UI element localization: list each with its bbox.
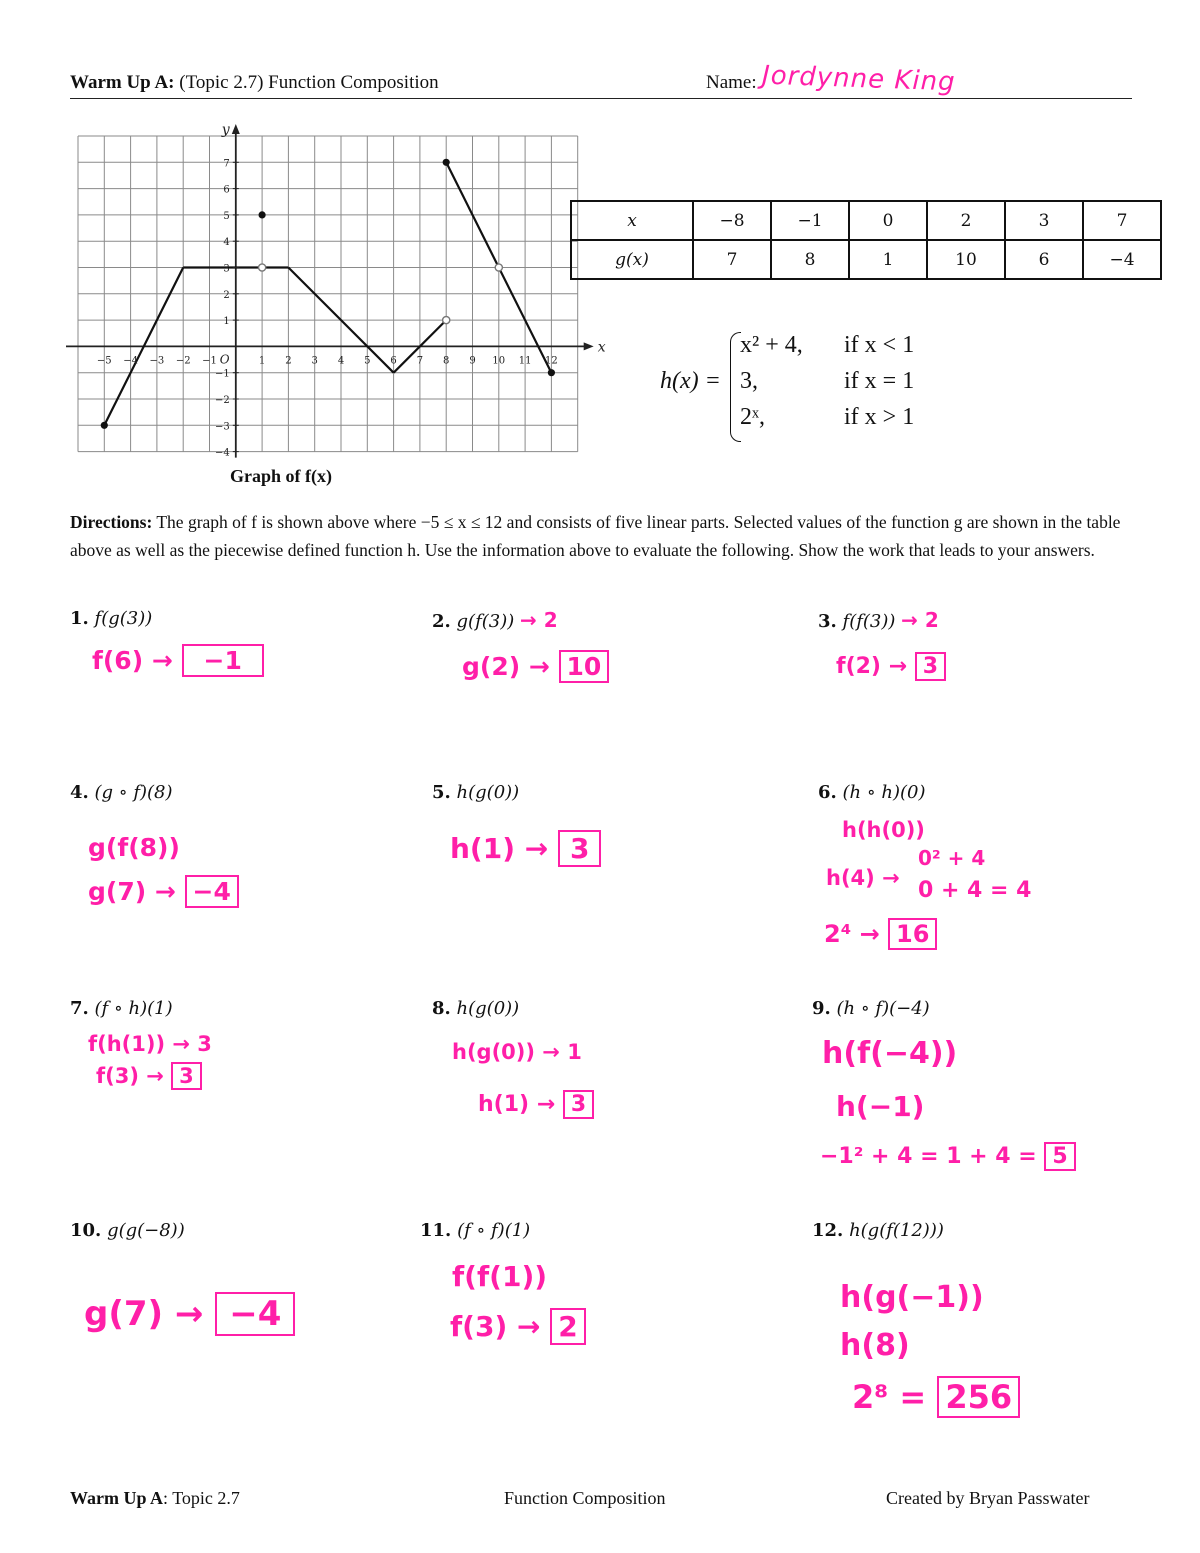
work-4 [88,826,239,914]
closed-point [443,159,450,166]
work-step: h(1) → [450,832,549,865]
work-note: → 2 [901,608,939,632]
problem-5 [432,782,519,803]
x-tick-label: −3 [149,355,165,367]
function-graph [60,120,606,470]
table-cell: 0 [849,201,927,240]
table-cell: −4 [1083,240,1161,279]
graph-axes [66,124,594,458]
table-row-g [571,240,1161,279]
problem-1 [70,608,152,629]
x-tick-label: 12 [545,355,558,367]
open-point [495,264,502,271]
table-cell: 3 [1005,201,1083,240]
table-row-x [571,201,1161,240]
work-step: g(7) → [88,877,176,906]
title-rest: (Topic 2.7) Function Composition [179,72,439,93]
table-cell: −1 [771,201,849,240]
work-step: f(6) → [92,646,173,675]
problem-expression: f(f(3)) [842,611,896,632]
y-tick-label: 2 [223,289,230,301]
open-point [259,264,266,271]
y-tick-label: −2 [215,395,230,406]
problem-6 [818,782,926,803]
graph-grid [78,136,578,452]
y-tick-label: 7 [223,158,230,170]
problem-number: 6. [818,782,837,803]
x-tick-label: −5 [96,355,112,367]
y-tick-label: −3 [215,421,230,433]
problem-number: 12. [812,1220,844,1241]
piecewise-lhs: h(x) = [660,368,721,394]
problem-8 [432,998,519,1019]
footer-left [70,1488,240,1509]
answer-box: 10 [559,650,610,683]
table-cell: 8 [771,240,849,279]
answer-box: −4 [185,875,239,908]
answer-box: 256 [937,1376,1020,1418]
problem-7 [70,998,173,1019]
x-axis-arrow [584,342,594,350]
x-tick-label: 6 [390,355,397,367]
answer-box: 3 [171,1062,202,1090]
problem-expression: (h ∘ h)(0) [842,782,926,803]
work-11-final [450,1310,586,1343]
work-10 [84,1294,295,1334]
open-point [443,317,450,324]
problem-12 [812,1220,944,1241]
header-rule [70,98,1132,99]
directions [70,508,1140,564]
x-tick-label: 3 [311,355,318,367]
problem-number: 10. [70,1220,102,1241]
answer-box: 3 [915,652,946,681]
y-tick-label: 5 [223,210,230,222]
footer-left-bold: Warm Up A [70,1488,164,1508]
problem-expression: h(g(f(12))) [849,1220,944,1241]
work-9-final [820,1144,1076,1169]
closed-point [101,422,108,429]
x-tick-label: 9 [469,355,476,367]
work-step: h(4) → [826,866,900,890]
g-values-table [570,200,1162,280]
work-step: h(−1) [836,1090,925,1123]
table-cell: 7 [693,240,771,279]
x-tick-label: 5 [364,355,371,367]
problem-expression: (f ∘ f)(1) [457,1220,531,1241]
x-axis-label: x [597,339,606,356]
x-tick-label: 1 [258,355,266,367]
x-tick-label: 2 [285,355,292,367]
work-12-final [852,1378,1020,1416]
table-cell: 1 [849,240,927,279]
problem-expression: (h ∘ f)(−4) [836,998,930,1019]
table-cell: 6 [1005,240,1083,279]
y-tick-label: −1 [215,368,230,380]
table-header-x: x [571,201,693,240]
work-step: 2⁸ = [852,1378,927,1416]
problem-3 [818,608,939,632]
problem-number: 4. [70,782,89,803]
problem-number: 3. [818,611,837,632]
work-step: h(1) → [478,1092,556,1117]
directions-label: Directions: [70,512,153,532]
directions-text: The graph of f is shown above where −5 ≤ x ≤ 12 and consists of five linear parts. Selected values of the function g are shown in the table above as well as the piecewise defined function h. Use the information above to evaluate the following. Show the work that leads to your answers. [70,512,1121,560]
piece-expr: 3, [740,368,758,394]
answer-box: 5 [1044,1142,1075,1171]
footer-left-rest: : Topic 2.7 [163,1488,240,1508]
table-header-gx: g(x) [571,240,693,279]
problem-expression: (g ∘ f)(8) [94,782,173,803]
worksheet-title [70,72,439,94]
problem-expression: g(f(3)) [456,611,515,632]
x-tick-label: −2 [175,355,191,367]
problem-number: 7. [70,998,89,1019]
y-tick-label: 3 [223,263,230,275]
work-step: f(f(1)) [452,1260,548,1293]
work-8-final [478,1092,594,1117]
problem-2 [432,608,558,632]
problem-expression: g(g(−8)) [107,1220,185,1241]
graph-caption: Graph of f(x) [230,466,332,486]
work-1 [92,646,264,675]
closed-point [259,211,266,218]
graph-labels [97,122,606,459]
y-tick-label: 1 [223,316,230,328]
x-tick-label: 10 [492,355,506,367]
answer-box: −1 [182,644,264,677]
student-name: Jordynne King [761,60,957,98]
answer-box: 2 [550,1308,585,1345]
problem-9 [812,998,930,1019]
x-tick-label: 7 [416,355,424,367]
x-tick-label: 11 [518,355,532,367]
work-step: g(f(8)) [88,833,180,862]
piece-expr: x² + 4, [740,332,803,358]
table-cell: −8 [693,201,771,240]
y-tick-label: 4 [223,237,230,249]
work-step: h(8) [840,1328,910,1363]
work-step: h(g(−1)) [840,1280,984,1315]
name-label: Name: [706,72,757,93]
closed-point [548,369,555,376]
work-step: h(f(−4)) [822,1036,958,1071]
table-cell: 7 [1083,201,1161,240]
problem-11 [420,1220,530,1241]
problem-number: 2. [432,611,451,632]
piece-cond: if x > 1 [844,404,915,430]
x-tick-label: −4 [123,355,138,367]
work-step: h(h(0)) [842,818,925,842]
y-axis-label: y [221,122,230,138]
answer-box: 3 [558,830,601,867]
piece-expr: 2ˣ, [740,404,765,430]
work-note: → 2 [520,608,558,632]
x-tick-label: 8 [443,355,450,367]
title-bold: Warm Up A: [70,72,175,93]
problem-number: 1. [70,608,89,629]
work-step: f(3) → [450,1310,541,1343]
answer-box: −4 [215,1292,295,1336]
work-step: g(7) → [84,1294,204,1334]
work-step: f(3) → [96,1064,164,1088]
problem-4 [70,782,173,803]
x-tick-label: −1 [202,355,217,367]
problem-expression: h(g(0)) [456,998,520,1019]
work-6-final [824,920,937,948]
problem-expression: f(g(3)) [94,608,153,629]
work-2 [462,652,609,681]
problem-number: 11. [420,1220,452,1241]
problem-number: 5. [432,782,451,803]
work-step: f(2) → [836,654,908,679]
work-5 [450,832,601,865]
answer-box: 3 [563,1090,594,1119]
piecewise-h [660,330,980,445]
problem-number: 9. [812,998,831,1019]
problem-number: 8. [432,998,451,1019]
footer-right: Created by Bryan Passwater [886,1488,1090,1508]
work-step: g(2) → [462,652,550,681]
table-cell: 2 [927,201,1005,240]
problem-10 [70,1220,185,1241]
y-tick-label: 6 [223,184,230,196]
problem-expression: (f ∘ h)(1) [94,998,173,1019]
work-step: 2⁴ → [824,920,880,948]
problem-expression: h(g(0)) [456,782,520,803]
piece-cond: if x < 1 [844,332,915,358]
work-7 [88,1028,212,1092]
work-step: 0² + 4 [918,846,986,870]
x-tick-label: 4 [337,355,345,367]
work-step: 0 + 4 = 4 [918,878,1032,903]
footer-center: Function Composition [504,1488,666,1508]
origin-label: O [219,352,230,367]
work-3 [836,654,946,679]
y-axis-arrow [232,124,240,134]
work-step: f(h(1)) → 3 [88,1032,212,1056]
table-cell: 10 [927,240,1005,279]
answer-box: 16 [888,918,937,950]
piece-cond: if x = 1 [844,368,915,394]
y-tick-label: −4 [215,447,230,459]
work-step: h(g(0)) → 1 [452,1040,582,1064]
work-step: −1² + 4 = 1 + 4 = [820,1144,1037,1169]
